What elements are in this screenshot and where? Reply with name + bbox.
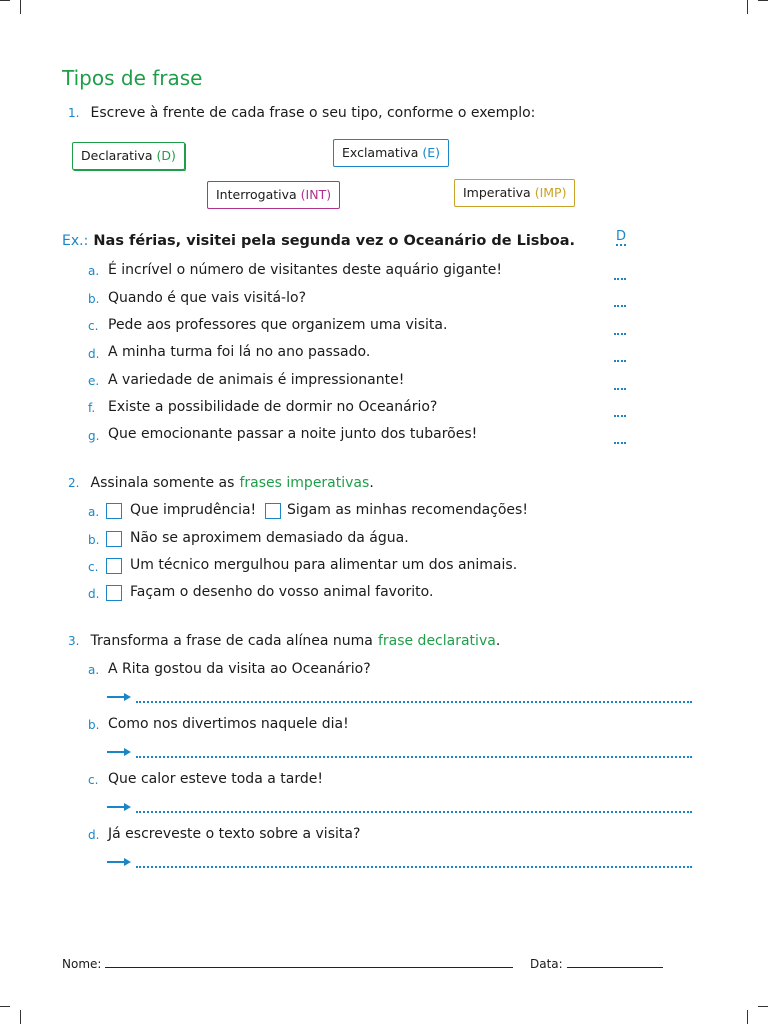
- crop-mark: [747, 1010, 748, 1024]
- question-highlight: frases imperativas: [239, 475, 370, 491]
- answer-line[interactable]: [136, 866, 692, 868]
- question-3-header: [68, 630, 500, 649]
- date-label: Data:: [530, 957, 563, 971]
- crop-mark: [747, 0, 748, 14]
- answer-blank[interactable]: [614, 305, 626, 307]
- name-label: Nome:: [62, 957, 102, 971]
- arrow-icon: [106, 747, 132, 757]
- example-label: Ex.:: [62, 233, 89, 249]
- item-letter: a.: [88, 663, 100, 677]
- question-text: Escreve à frente de cada frase o seu tipo, conforme o exemplo:: [90, 105, 536, 121]
- arrow-icon: [106, 802, 132, 812]
- name-blank[interactable]: [105, 957, 513, 968]
- crop-mark: [0, 0, 10, 1]
- checkbox[interactable]: [106, 585, 122, 601]
- type-abbr: (D): [156, 148, 176, 163]
- example-answer: D: [616, 229, 627, 244]
- sentence-text: Que calor esteve toda a tarde!: [108, 771, 323, 787]
- type-abbr: (IMP): [534, 185, 567, 200]
- question-text: Transforma a frase de cada alínea numa: [90, 633, 373, 649]
- item-letter: d.: [88, 828, 100, 842]
- question-punct: .: [495, 633, 501, 649]
- item-letter: d.: [88, 587, 100, 601]
- question-text: Assinala somente as: [90, 475, 235, 491]
- sentence-text: Existe a possibilidade de dormir no Oceanário?: [108, 399, 438, 415]
- item-letter: f.: [88, 401, 96, 415]
- crop-mark: [758, 0, 768, 1]
- page-title: Tipos de frase: [62, 66, 203, 90]
- type-box-declarativa: [72, 142, 185, 170]
- example-sentence: Nas férias, visitei pela segunda vez o Oceanário de Lisboa.: [93, 233, 576, 249]
- crop-mark: [0, 1006, 10, 1007]
- sentence-text: Já escreveste o texto sobre a visita?: [108, 826, 361, 842]
- sentence-text: A Rita gostou da visita ao Oceanário?: [108, 661, 371, 677]
- item-letter: g.: [88, 429, 100, 443]
- answer-line[interactable]: [136, 756, 692, 758]
- question-number: 3.: [68, 634, 80, 648]
- question-1-header: [68, 102, 535, 121]
- type-name: Interrogativa: [216, 187, 297, 202]
- sentence-text: Quando é que vais visitá-lo?: [108, 290, 306, 306]
- type-name: Imperativa: [463, 185, 531, 200]
- question-number: 2.: [68, 476, 80, 490]
- checkbox[interactable]: [106, 531, 122, 547]
- date-field: [530, 957, 663, 971]
- answer-blank[interactable]: [614, 333, 626, 335]
- name-field: [62, 957, 513, 971]
- type-abbr: (INT): [300, 187, 332, 202]
- item-letter: d.: [88, 347, 100, 361]
- question-2-header: [68, 472, 374, 491]
- item-letter: c.: [88, 773, 99, 787]
- date-blank[interactable]: [567, 957, 663, 968]
- type-name: Exclamativa: [342, 145, 419, 160]
- question-highlight: frase declarativa: [377, 633, 496, 649]
- item-letter: b.: [88, 718, 100, 732]
- crop-mark: [20, 1010, 21, 1024]
- sentence-text: É incrível o número de visitantes deste aquário gigante!: [108, 262, 502, 278]
- answer-blank[interactable]: [614, 388, 626, 390]
- sentence-text: A variedade de animais é impressionante!: [108, 372, 405, 388]
- sentence-text: Pede aos professores que organizem uma visita.: [108, 317, 448, 333]
- type-box-interrogativa: [207, 181, 340, 209]
- type-name: Declarativa: [81, 148, 153, 163]
- sentence-text: Como nos divertimos naquele dia!: [108, 716, 349, 732]
- example-line: [62, 230, 575, 249]
- answer-blank[interactable]: [614, 278, 626, 280]
- type-box-imperativa: [454, 179, 575, 207]
- sentence-text: Sigam as minhas recomendações!: [287, 502, 528, 518]
- answer-blank[interactable]: [614, 360, 626, 362]
- arrow-icon: [106, 857, 132, 867]
- sentence-text: Não se aproximem demasiado da água.: [130, 530, 409, 546]
- arrow-icon: [106, 692, 132, 702]
- answer-blank[interactable]: [614, 415, 626, 417]
- item-letter: b.: [88, 533, 100, 547]
- item-letter: a.: [88, 505, 100, 519]
- sentence-text: Façam o desenho do vosso animal favorito.: [130, 584, 434, 600]
- sentence-text: A minha turma foi lá no ano passado.: [108, 344, 371, 360]
- item-letter: a.: [88, 264, 100, 278]
- item-letter: c.: [88, 560, 99, 574]
- item-letter: e.: [88, 374, 100, 388]
- sentence-text: Que emocionante passar a noite junto dos tubarões!: [108, 426, 478, 442]
- type-box-exclamativa: [333, 139, 449, 167]
- checkbox[interactable]: [106, 558, 122, 574]
- item-letter: b.: [88, 292, 100, 306]
- answer-line[interactable]: [136, 811, 692, 813]
- question-punct: .: [369, 475, 374, 491]
- answer-line[interactable]: [136, 701, 692, 703]
- checkbox[interactable]: [265, 503, 281, 519]
- crop-mark: [758, 1006, 768, 1007]
- sentence-text: Que imprudência!: [130, 502, 257, 518]
- question-number: 1.: [68, 106, 80, 120]
- item-letter: c.: [88, 319, 99, 333]
- answer-blank[interactable]: [614, 442, 626, 444]
- sentence-text: Um técnico mergulhou para alimentar um dos animais.: [130, 557, 518, 573]
- type-abbr: (E): [422, 145, 440, 160]
- checkbox[interactable]: [106, 503, 122, 519]
- crop-mark: [20, 0, 21, 14]
